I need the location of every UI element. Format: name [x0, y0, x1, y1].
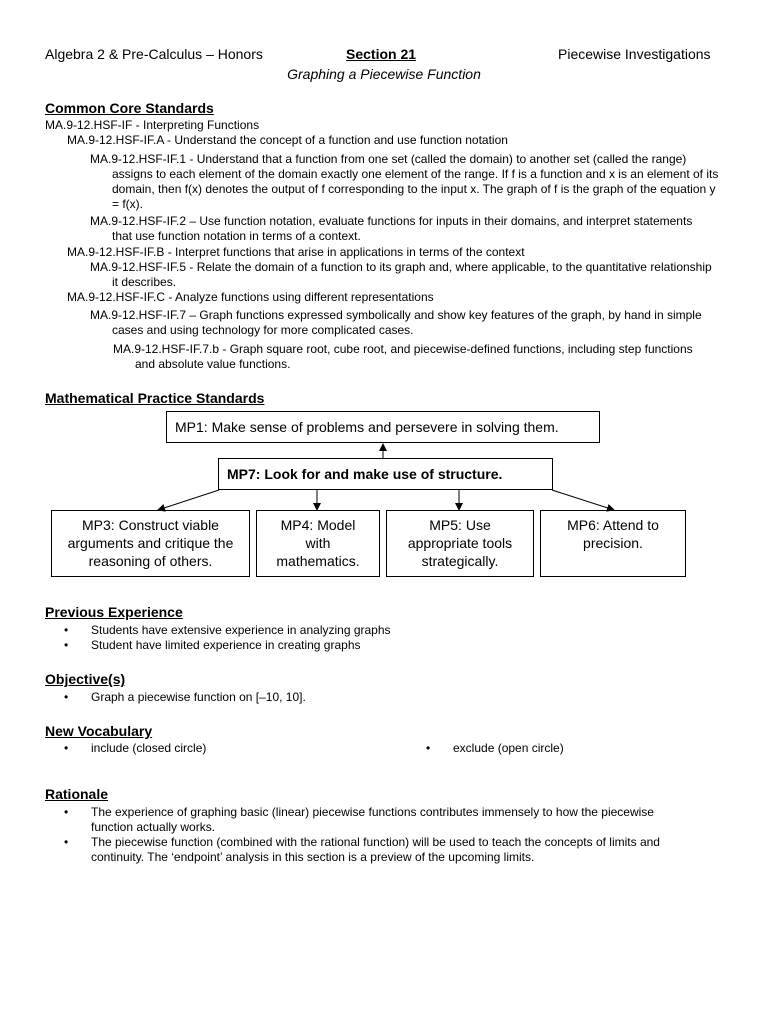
standard-item: MA.9-12.HSF-IF.1 - Understand that a function from one set (called the domain) to another set (called the range) assigns to each element of the domain exactly one element of the range. If f is a function and x is an element of its domain, then f(x) denotes the output of f corresponding to the input x. The graph of f is the graph of the equation y = f(x). — [90, 152, 719, 211]
rationale-heading: Rationale — [45, 786, 109, 802]
standard-item: MA.9-12.HSF-IF.5 - Relate the domain of a function to its graph and, where applicable, to the quantitative relationship it describes. — [90, 260, 712, 289]
previous-experience-heading: Previous Experience — [45, 604, 183, 620]
list-item: • Student have limited experience in creating graphs — [64, 638, 361, 652]
standard-item: MA.9-12.HSF-IF.A - Understand the concept of a function and use function notation — [67, 133, 508, 147]
standard-item: MA.9-12.HSF-IF.7.b - Graph square root, cube root, and piecewise-defined functions, including step functions and absolute value functions. — [113, 342, 693, 371]
arrow-mp7-to-mp6 — [552, 490, 614, 510]
list-item: • Graph a piecewise function on [–10, 10]. — [64, 690, 306, 704]
standard-item: MA.9-12.HSF-IF.2 – Use function notation, evaluate functions for inputs in their domains, and interpret statements that use function notation in terms of a context. — [90, 214, 693, 243]
mp4-box: MP4: Model with mathematics. — [256, 510, 380, 577]
unit-title: Piecewise Investigations — [558, 46, 711, 62]
standard-item: MA.9-12.HSF-IF.B - Interpret functions that arise in applications in terms of the context — [67, 245, 525, 259]
course-title: Algebra 2 & Pre-Calculus – Honors — [45, 46, 263, 62]
mp7-box: MP7: Look for and make use of structure. — [218, 458, 553, 490]
standard-item: MA.9-12.HSF-IF.C - Analyze functions using different representations — [67, 290, 434, 304]
arrow-mp7-to-mp3 — [158, 490, 219, 510]
section-number: Section 21 — [346, 46, 417, 62]
mp6-box: MP6: Attend to precision. — [540, 510, 686, 577]
mp1-box: MP1: Make sense of problems and persevere in solving them. — [166, 411, 600, 443]
math-practice-heading: Mathematical Practice Standards — [45, 390, 265, 406]
list-item: • include (closed circle) — [64, 741, 207, 755]
mp5-box: MP5: Use appropriate tools strategically. — [386, 510, 534, 577]
standard-item: MA.9-12.HSF-IF - Interpreting Functions — [45, 118, 260, 132]
standard-item: MA.9-12.HSF-IF.7 – Graph functions expressed symbolically and show key features of the graph, by hand in simple cases and using technology for more complicated cases. — [90, 308, 702, 337]
list-item: • The piecewise function (combined with the rational function) will be used to teach the concepts of limits and continuity. The ‘endpoint’ analysis in this section is a preview of the upcoming limits. — [64, 835, 660, 864]
common-core-heading: Common Core Standards — [45, 100, 214, 116]
list-item: • The experience of graphing basic (linear) piecewise functions contributes immensely to how the piecewise function actually works. — [64, 805, 654, 834]
lesson-subtitle: Graphing a Piecewise Function — [287, 66, 481, 82]
vocabulary-heading: New Vocabulary — [45, 723, 153, 739]
list-item: • exclude (open circle) — [426, 741, 564, 755]
list-item: • Students have extensive experience in analyzing graphs — [64, 623, 391, 637]
objectives-heading: Objective(s) — [45, 671, 126, 687]
mp3-box: MP3: Construct viable arguments and critique the reasoning of others. — [51, 510, 250, 577]
